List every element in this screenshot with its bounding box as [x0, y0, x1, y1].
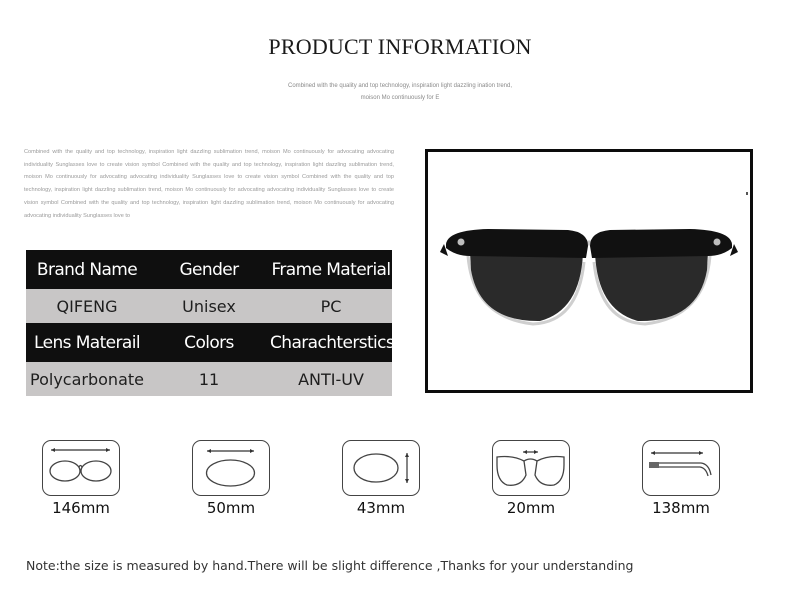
lens-width-icon	[192, 440, 270, 496]
dimension-label: 138mm	[652, 499, 710, 517]
spec-value-colors: 11	[148, 362, 270, 396]
spec-header-frame-material: Frame Material	[270, 250, 392, 289]
spec-header-brand-name: Brand Name	[26, 250, 148, 289]
spec-value-brand-name: QIFENG	[26, 289, 148, 323]
dimension-label: 43mm	[356, 499, 406, 517]
specs-value-row	[26, 362, 392, 396]
size-note: Note:the size is measured by hand.There will be slight difference ,Thanks for your understanding	[26, 558, 634, 573]
sunglasses-icon	[428, 152, 750, 390]
spec-value-gender: Unisex	[148, 289, 270, 323]
lens-height-icon	[342, 440, 420, 496]
total-width-icon	[42, 440, 120, 496]
spec-value-characteristics: ANTI-UV	[270, 362, 392, 396]
dimension-item	[476, 440, 586, 517]
specs-value-row	[26, 289, 392, 323]
dimension-item	[626, 440, 736, 517]
dimension-label: 50mm	[206, 499, 256, 517]
temple-length-icon	[642, 440, 720, 496]
dimension-list	[26, 440, 766, 520]
spec-header-lens-material: Lens Materail	[26, 323, 148, 362]
spec-header-characteristics: Charachterstics	[270, 323, 392, 362]
dimension-item	[176, 440, 286, 517]
dimension-item	[26, 440, 136, 517]
product-photo	[425, 149, 753, 393]
page-subtitle: Combined with the quality and top technology, inspiration light dazzling ination trend, moison Mo continuously for E	[287, 83, 513, 101]
spec-header-gender: Gender	[148, 250, 270, 289]
dimension-item	[326, 440, 436, 517]
specs-header-row	[26, 250, 392, 289]
bridge-width-icon	[492, 440, 570, 496]
specs-table	[26, 250, 395, 396]
dimension-label: 146mm	[52, 499, 110, 517]
spec-value-lens-material: Polycarbonate	[26, 362, 148, 396]
intro-paragraph: Combined with the quality and top technology, inspiration light dazzling sublimation trend, moison Mo continuously for advocating advocating individuality Sunglasses love to create vision symbol Combined with the quality and top technology, inspiration light dazzling sublimation trend, moison Mo continuously for advocating advocating individuality Sunglasses love to create vision symbol Combined with the quality and top technology, inspiration light dazzling sublimation trend, moison Mo continuously for advocating advocating individuality Sunglasses love to create vision symbol Combined with the quality and top technology, inspiration light dazzling sublimation trend, moison Mo continuously for advocating advocating individuality Sunglasses love to	[24, 149, 394, 219]
dimension-label: 20mm	[506, 499, 556, 517]
page-title: PRODUCT INFORMATION	[268, 34, 532, 59]
spec-header-colors: Colors	[148, 323, 270, 362]
spec-value-frame-material: PC	[270, 289, 392, 323]
specs-header-row	[26, 323, 392, 362]
